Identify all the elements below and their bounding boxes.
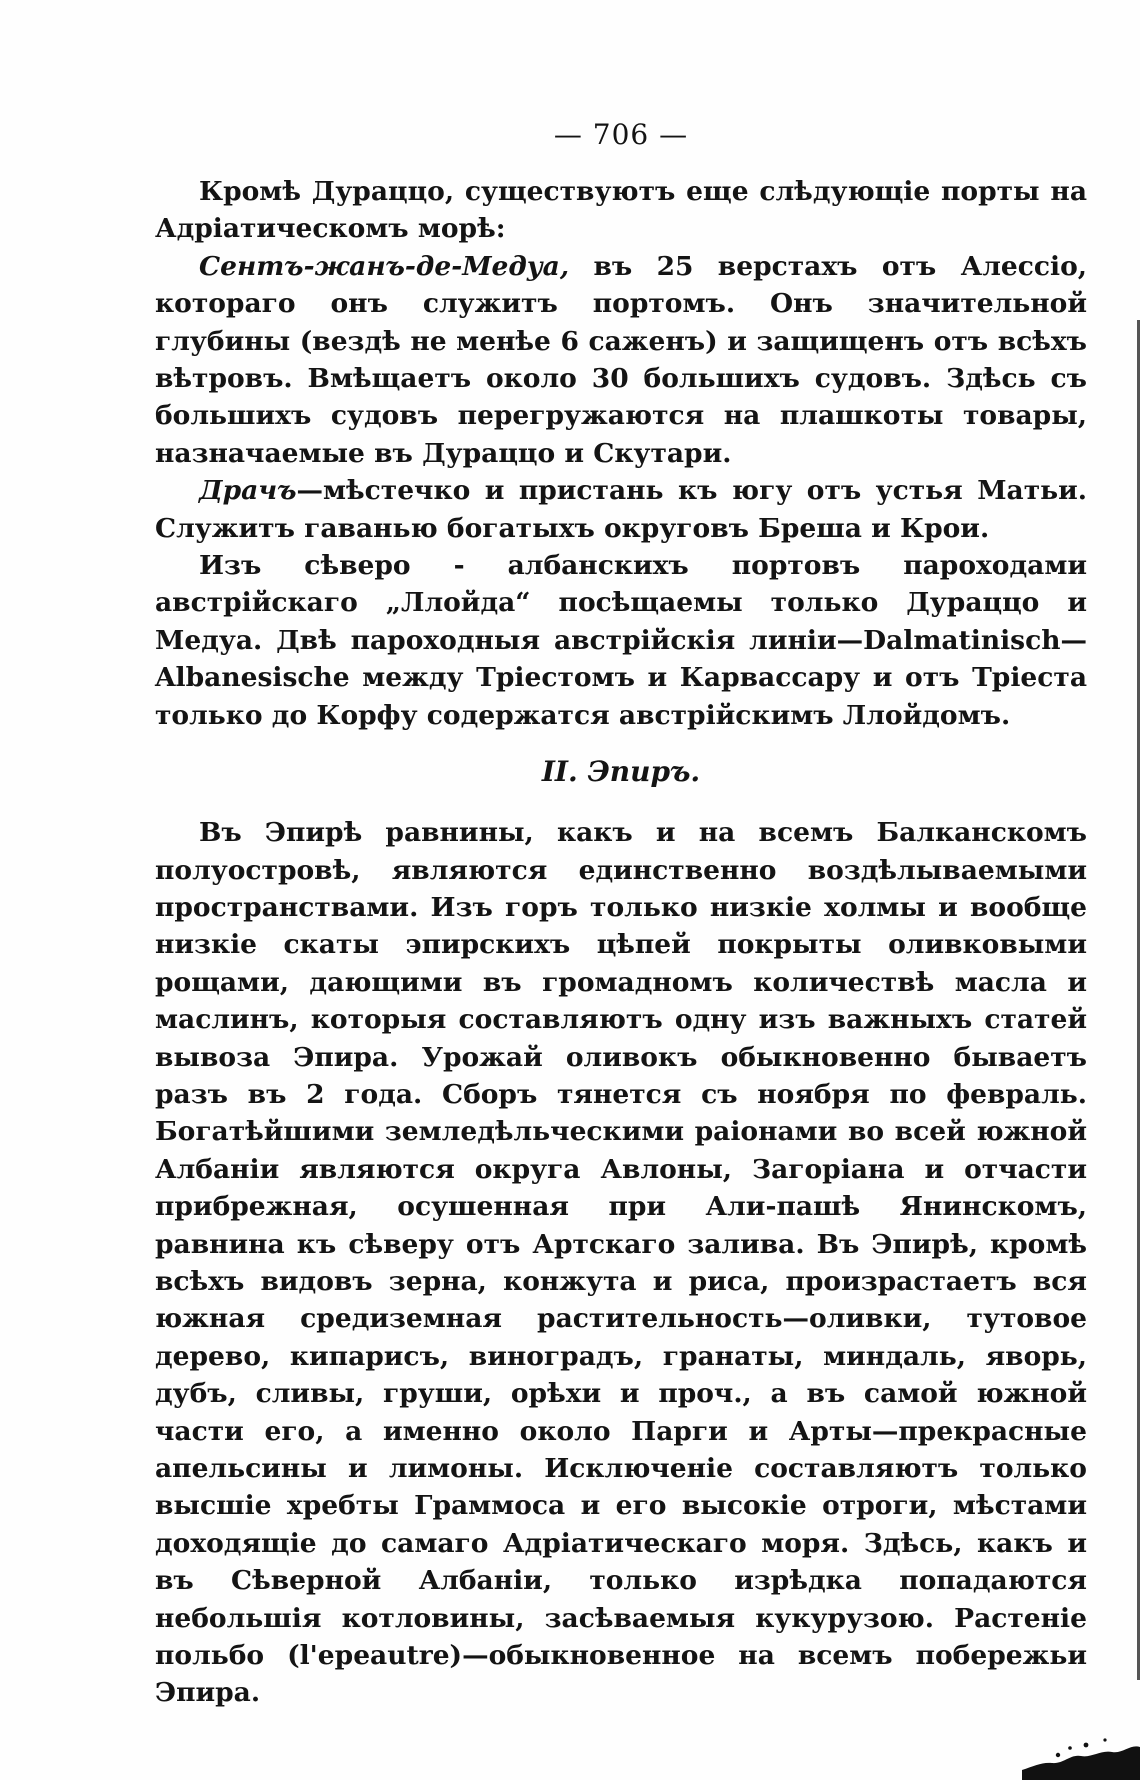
paragraph-text: —мѣстечко и пристань къ югу отъ устья Матьи. Служитъ гаванью богатыхъ округовъ Бреша и Крои. [155, 475, 1087, 544]
paragraph-text: въ 25 верстахъ отъ Алессіо, котораго онъ служитъ портомъ. Онъ значительной глубины (вездѣ не менѣе 6 саженъ) и защищенъ отъ всѣхъ вѣтровъ. Вмѣщаетъ около 30 большихъ судовъ. Здѣсь съ большихъ судовъ перегружаются на плашкоты товары, назначаемые въ Дураццо и Скутари. [155, 250, 1087, 469]
paragraph-text: Въ Эпирѣ равнины, какъ и на всемъ Балканскомъ полуостровѣ, являются единственно воздѣлываемыми пространствами. Изъ горъ только низкіе холмы и вообще низкіе скаты эпирскихъ цѣпей покрыты оливковыми рощами, дающими въ громадномъ количествѣ масла и маслинъ, которыя составляютъ одну изъ важныхъ статей вывоза Эпира. Урожай оливокъ обыкновенно бываетъ разъ въ 2 года. Сборъ тянется съ ноября по февраль. Богатѣйшими земледѣльческими раіонами во всей южной Албаніи являются округа Авлоны, Загоріана и отчасти прибрежная, осушенная при Али-пашѣ Янинскомъ, равнина къ сѣверу отъ Артскаго залива. Въ Эпирѣ, кромѣ всѣхъ видовъ зерна, конжута и риса, произрастаетъ вся южная средиземная растительность—оливки, тутовое дерево, кипарисъ, виноградъ, гранаты, миндаль, яворь, дубъ, сливы, груши, орѣхи и проч., а въ самой южной части его, а именно около Парги и Арты—прекрасные апельсины и лимоны. Исключеніе составляютъ только высшіе хребты Граммоса и его высокіе отроги, мѣстами доходящіе до самаго Адріатическаго моря. Здѣсь, какъ и въ Сѣверной Албаніи, только изрѣдка попадаются небольшія котловины, засѣваемыя кукурузою. Растеніе польбо (l'epeautre)—обыкновенное на всемъ побережьи Эпира. [155, 817, 1087, 1709]
paragraph-medua [155, 248, 1087, 472]
paragraph-drach [155, 472, 1087, 547]
place-name: Драчъ [199, 475, 297, 507]
paragraph-ports-intro [155, 173, 1087, 248]
page-text [155, 115, 1087, 1712]
section-heading: II. Эпиръ. [541, 755, 701, 789]
ink-smudge [1022, 1732, 1140, 1780]
paragraph-text: Изъ сѣверо - албанскихъ портовъ пароходами австрійскаго „Ллойда“ посѣщаемы только Дураццо и Медуа. Двѣ пароходныя австрійскія линіи—Dalmatinisch—Albanesische между Тріестомъ и Карвассару и отъ Тріеста только до Корфу содержатся австрійскимъ Ллойдомъ. [155, 550, 1087, 731]
place-name: Сентъ-жанъ-де-Медуа, [199, 250, 570, 282]
page-number: — 706 — [553, 118, 689, 151]
paragraph-epirus [155, 814, 1087, 1712]
paragraph-text: Кромѣ Дураццо, существуютъ еще слѣдующіе порты на Адріатическомъ морѣ: [155, 176, 1087, 245]
paragraph-lloyd [155, 547, 1087, 734]
